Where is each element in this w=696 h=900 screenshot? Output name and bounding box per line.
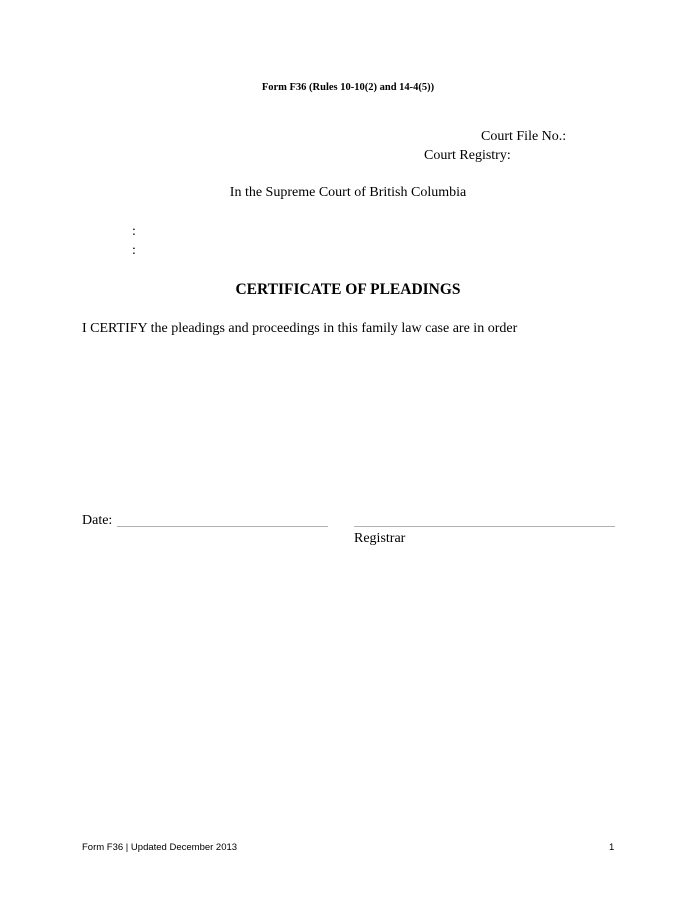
party-colon-1: : bbox=[132, 224, 136, 239]
court-name: In the Supreme Court of British Columbia bbox=[229, 185, 467, 200]
form-header: Form F36 (Rules 10-10(2) and 14-4(5)) bbox=[261, 82, 435, 93]
footer-form-info: Form F36 | Updated December 2013 bbox=[82, 842, 238, 853]
certify-statement: I CERTIFY the pleadings and proceedings in this family law case are in order bbox=[82, 321, 518, 336]
footer-page-number: 1 bbox=[609, 842, 615, 853]
party-colon-2: : bbox=[132, 243, 136, 258]
registrar-signature-line[interactable] bbox=[354, 526, 615, 527]
registrar-label: Registrar bbox=[354, 531, 406, 546]
date-field-line[interactable] bbox=[117, 526, 328, 527]
date-label: Date: bbox=[82, 513, 113, 528]
document-title: CERTIFICATE OF PLEADINGS bbox=[235, 281, 461, 298]
court-file-label: Court File No.: bbox=[481, 129, 567, 144]
court-registry-label: Court Registry: bbox=[424, 148, 511, 163]
